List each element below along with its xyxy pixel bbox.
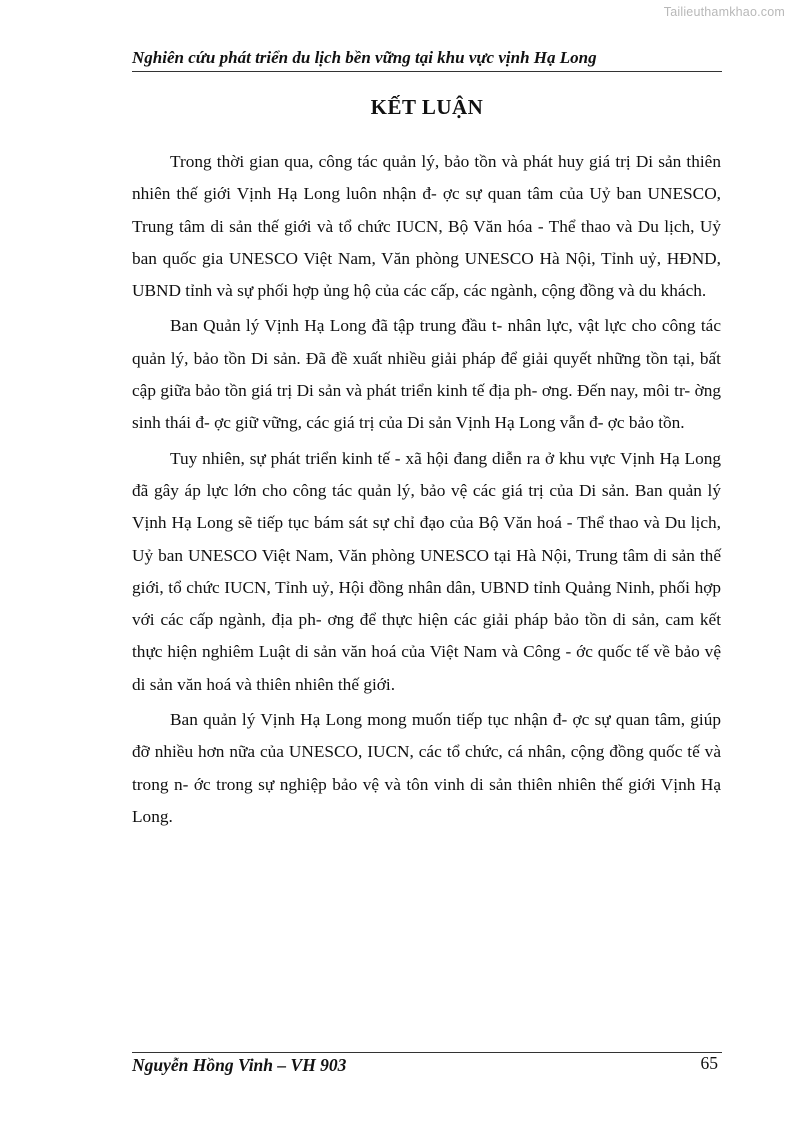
paragraph-3: Tuy nhiên, sự phát triển kinh tế - xã hội đang diễn ra ở khu vực Vịnh Hạ Long đã gây áp lực lớn cho công tác quản lý, bảo vệ các giá trị của Di sản. Ban quản lý Vịnh Hạ Long sẽ tiếp tục bám sát sự chỉ đạo của Bộ Văn hoá - Thể thao và Du lịch, Uỷ ban UNESCO Việt Nam, Văn phòng UNESCO tại Hà Nội, Trung tâm di sản thế giới, tổ chức IUCN, Tỉnh uỷ, Hội đồng nhân dân, UBND tỉnh Quảng Ninh, phối hợp với các cấp ngành, địa ph- ơng để thực hiện các giải pháp bảo tồn di sản, cam kết thực hiện nghiêm Luật di sản văn hoá của Việt Nam và Công - ớc quốc tế về bảo vệ di sản văn hoá và thiên nhiên thế giới. — [132, 448, 721, 694]
running-header: Nghiên cứu phát triển du lịch bền vững tại khu vực vịnh Hạ Long — [132, 48, 597, 67]
paragraph-4: Ban quản lý Vịnh Hạ Long mong muốn tiếp tục nhận đ- ợc sự quan tâm, giúp đỡ nhiều hơn nữa của UNESCO, IUCN, các tổ chức, cá nhân, cộng đồng quốc tế và trong n- ớc trong sự nghiệp bảo vệ và tôn vinh di sản thiên nhiên thế giới Vịnh Hạ Long. — [132, 710, 721, 826]
paragraph-2: Ban Quản lý Vịnh Hạ Long đã tập trung đầu t- nhân lực, vật lực cho công tác quản lý, bảo tồn Di sản. Đã đề xuất nhiều giải pháp để giải quyết những tồn tại, bất cập giữa bảo tồn giá trị Di sản và phát triển kinh tế địa ph- ơng. Đến nay, môi tr- ờng sinh thái đ- ợc giữ vững, các giá trị của Di sản Vịnh Hạ Long vẫn đ- ợc bảo tồn. — [132, 316, 721, 433]
page-number: 65 — [700, 1053, 718, 1073]
footer-author: Nguyễn Hồng Vinh – VH 903 — [132, 1055, 347, 1075]
watermark-text: Tailieuthamkhao.com — [663, 5, 785, 19]
paragraph-1: Trong thời gian qua, công tác quản lý, bảo tồn và phát huy giá trị Di sản thiên nhiên thế giới Vịnh Hạ Long luôn nhận đ- ợc sự quan tâm của Uỷ ban UNESCO, Trung tâm di sản thế giới và tổ chức IUCN, Bộ Văn hóa - Thể thao và Du lịch, Uỷ ban quốc gia UNESCO Việt Nam, Văn phòng UNESCO Hà Nội, Tỉnh uỷ, HĐND, UBND tỉnh và sự phối hợp ủng hộ của các cấp, các ngành, cộng đồng và du khách. — [132, 152, 721, 301]
header-rule — [132, 71, 722, 72]
footer-rule — [132, 1052, 722, 1053]
body-content — [132, 146, 721, 836]
page-title: KẾT LUẬN — [370, 95, 484, 119]
